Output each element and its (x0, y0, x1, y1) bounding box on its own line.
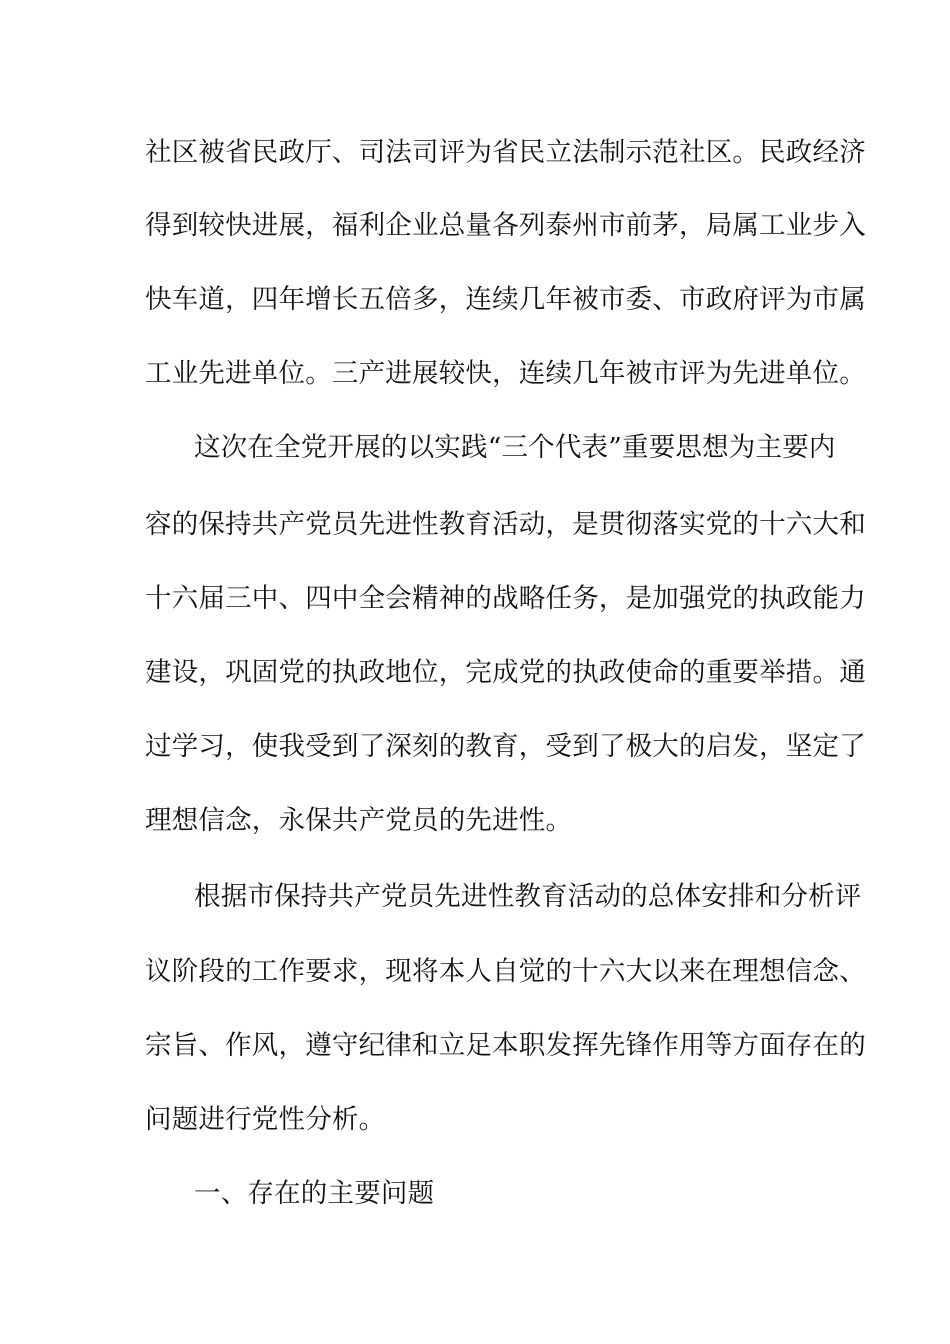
paragraph-line: 建设，巩固党的执政地位，完成党的执政使命的重要举措。通 (145, 657, 866, 688)
paragraph-line: 得到较快进展，福利企业总量各列泰州市前茅，局属工业步入 (145, 210, 866, 241)
paragraph-line: 这次在全党开展的以实践“三个代表”重要思想为主要内 (194, 432, 836, 463)
paragraph-line: 理想信念，永保共产党员的先进性。 (145, 805, 573, 836)
section-heading: 一、存在的主要问题 (194, 1178, 435, 1209)
paragraph-line: 工业先进单位。三产进展较快，连续几年被市评为先进单位。 (145, 358, 866, 389)
paragraph-line: 十六届三中、四中全会精神的战略任务，是加强党的执政能力 (145, 583, 866, 614)
paragraph-line: 社区被省民政厅、司法司评为省民立法制示范社区。民政经济 (145, 137, 866, 168)
paragraph-line: 宗旨、作风，遵守纪律和立足本职发挥先锋作用等方面存在的 (145, 1030, 866, 1061)
paragraph-line: 容的保持共产党员先进性教育活动，是贯彻落实党的十六大和 (145, 509, 866, 540)
paragraph-line: 议阶段的工作要求，现将本人自觉的十六大以来在理想信念、 (145, 956, 866, 987)
paragraph-line: 根据市保持共产党员先进性教育活动的总体安排和分析评 (194, 881, 862, 912)
paragraph-line: 过学习，使我受到了深刻的教育，受到了极大的启发，坚定了 (145, 731, 866, 762)
paragraph-line: 快车道，四年增长五倍多，连续几年被市委、市政府评为市属 (145, 284, 866, 315)
paragraph-line: 问题进行党性分析。 (145, 1104, 386, 1135)
